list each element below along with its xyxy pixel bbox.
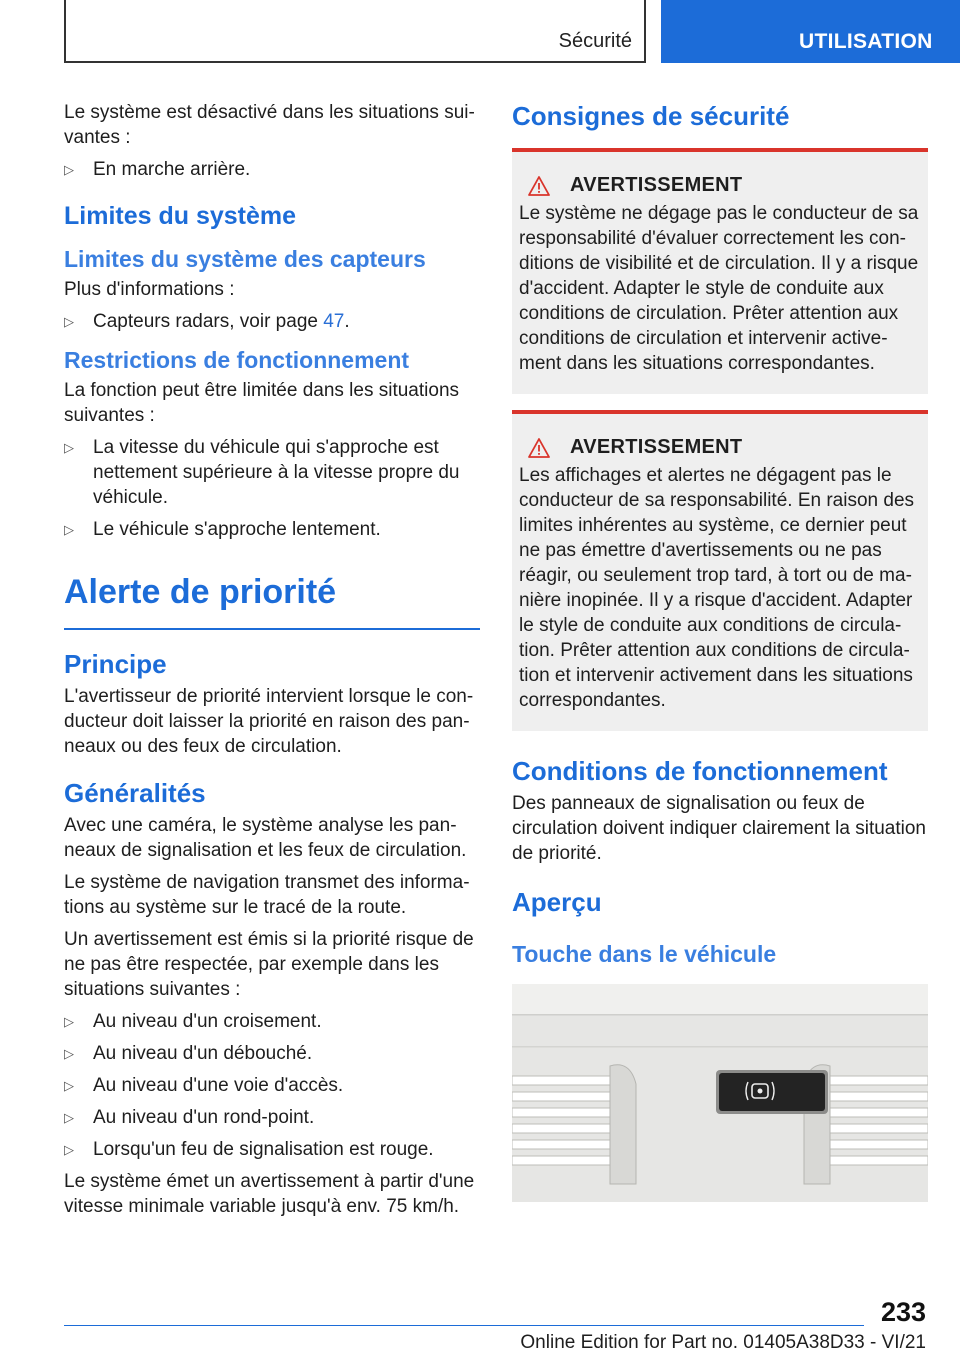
intro-list <box>64 157 480 182</box>
list-item: ▷ Capteurs radars, voir page 47. <box>64 311 350 332</box>
warning-triangle-icon <box>528 438 550 458</box>
triangle-bullet-icon: ▷ <box>64 1142 74 1157</box>
intro-text: Le système est désactivé dans les situations suivantes : <box>64 102 475 148</box>
warning-box-1 <box>512 148 928 394</box>
general-text-2: Le système de navigation transmet des informations au système sur le tracé de la route. <box>64 872 470 918</box>
button-location-heading: Touche dans le véhicule <box>512 941 777 967</box>
header-section-tab <box>64 0 646 63</box>
limits-heading: Limites du système <box>64 202 297 230</box>
page-link[interactable]: 47 <box>323 311 345 332</box>
principle-heading: Principe <box>64 649 167 679</box>
overview-heading: Aperçu <box>512 887 602 917</box>
general-text-3: Un avertissement est émis si la priorité risque de ne pas être respectée, par exemple dans les situations suivantes : <box>64 929 474 1000</box>
closing-text: Le système émet un avertissement à partir d'une vitesse minimale variable jusqu'à env. 75 km/h. <box>64 1171 475 1217</box>
warning-title: AVERTISSEMENT <box>519 436 922 459</box>
list-item: ▷ Au niveau d'un rond-point. <box>64 1107 315 1128</box>
general-heading: Généralités <box>64 778 206 808</box>
triangle-bullet-icon: ▷ <box>64 1014 74 1029</box>
left-column <box>64 100 480 1226</box>
list-item: ▷ Le véhicule s'approche lentement. <box>64 519 381 540</box>
right-column <box>512 100 928 1202</box>
situations-list <box>64 1009 480 1162</box>
footer-divider <box>64 1325 864 1326</box>
vehicle-button-photo <box>512 984 928 1202</box>
restrictions-heading: Restrictions de fonctionnement <box>64 347 410 373</box>
conditions-text: Des panneaux de signalisation ou feux de circulation doivent indiquer clairement la situation de priorité. <box>512 793 927 864</box>
list-item: ▷ La vitesse du véhicule qui s'approche est nettement supérieure à la vitesse propre du véhicule. <box>64 437 460 508</box>
general-text-1: Avec une caméra, le système analyse les panneaux de signalisation et les feux de circulation. <box>64 815 467 861</box>
triangle-bullet-icon: ▷ <box>64 314 74 329</box>
triangle-bullet-icon: ▷ <box>64 1046 74 1061</box>
sensor-limits-heading: Limites du système des capteurs <box>64 246 426 272</box>
page-number: 233 <box>880 1297 926 1327</box>
warning-triangle-icon <box>528 176 550 196</box>
warning-text-2: Les affichages et alertes ne dégagent pas le conducteur de sa responsabilité. En raison des limites inhérentes au système, ce dernier peut ne pas émettre d'avertissements ou ne pas réagir, ou seulement trop tard, à tort ou de manière inopinée. Il y a risque d'accident. Adapter le style de conduite aux conditions de circulation. Prêter attention aux conditions de circulation et intervenir activement dans les situations correspondantes. <box>519 465 915 711</box>
conditions-heading: Conditions de fonctionnement <box>512 756 888 786</box>
list-item: ▷ Lorsqu'un feu de signalisation est rouge. <box>64 1139 434 1160</box>
warning-text-1: Le système ne dégage pas le conducteur de sa responsabilité d'évaluer correctement les conditions de visibilité et de circulation. Il y a risque d'accident. Adapter le style de conduite aux conditions de circulation. Prêter attention aux conditions de circulation et intervenir activement dans les situations correspondantes. <box>519 203 919 374</box>
restrictions-text: La fonction peut être limitée dans les situations suivantes : <box>64 380 460 426</box>
list-item: ▷ Au niveau d'un débouché. <box>64 1043 313 1064</box>
triangle-bullet-icon: ▷ <box>64 1078 74 1093</box>
header-chapter-tab <box>661 0 960 63</box>
header-section-label: Sécurité <box>558 30 632 52</box>
more-info-text: Plus d'informations : <box>64 279 235 300</box>
sensor-ref-list <box>64 309 480 334</box>
edition-footer: Online Edition for Part no. 01405A38D33 - VI/21 <box>520 1332 926 1353</box>
list-item: ▷ En marche arrière. <box>64 159 251 180</box>
list-item: ▷ Au niveau d'une voie d'accès. <box>64 1075 344 1096</box>
warning-box-2 <box>512 410 928 731</box>
header-chapter-label: UTILISATION <box>799 30 933 53</box>
chapter-title: Alerte de priorité <box>64 568 480 630</box>
warning-title: AVERTISSEMENT <box>519 174 922 197</box>
restrictions-list <box>64 435 480 542</box>
triangle-bullet-icon: ▷ <box>64 440 74 455</box>
triangle-bullet-icon: ▷ <box>64 162 74 177</box>
safety-heading: Consignes de sécurité <box>512 101 790 131</box>
principle-text: L'avertisseur de priorité intervient lorsque le conducteur doit laisser la priorité en raison des panneaux ou des feux de circulation. <box>64 686 474 757</box>
triangle-bullet-icon: ▷ <box>64 1110 74 1125</box>
triangle-bullet-icon: ▷ <box>64 522 74 537</box>
list-item: ▷ Au niveau d'un croisement. <box>64 1011 322 1032</box>
